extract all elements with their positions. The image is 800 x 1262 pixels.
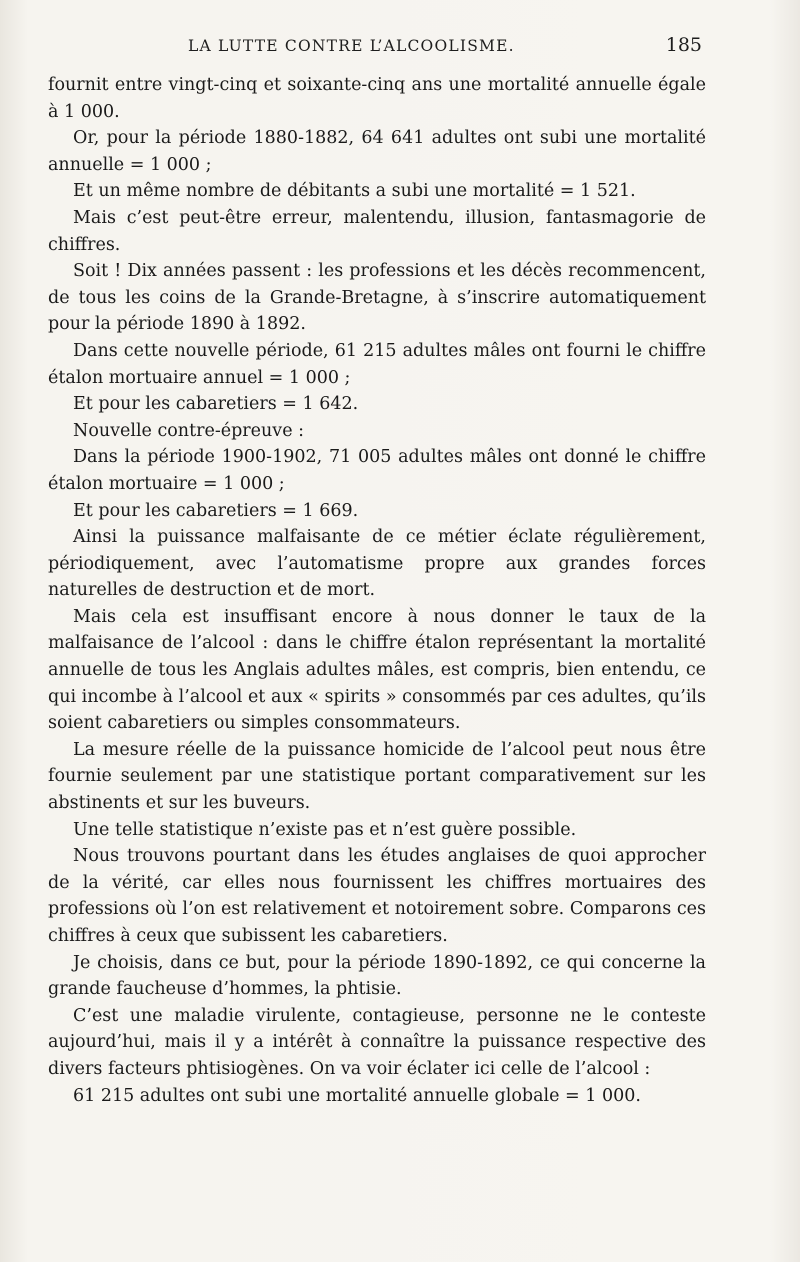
paragraph-3: Et un même nombre de débitants a subi une mortalité = 1 521. bbox=[73, 181, 636, 202]
paragraph-4: Mais c’est peut-être erreur, malentendu, illusion, fantasmagorie de chiffres. bbox=[48, 207, 706, 255]
paragraph-18: 61 215 adultes ont subi une mortalité annuelle globale = 1 000. bbox=[73, 1085, 641, 1106]
paragraph-8: Nouvelle contre-épreuve : bbox=[73, 420, 305, 441]
paragraph-1: fournit entre vingt-cinq et soixante-cinq ans une mortalité annuelle égale à 1 000. bbox=[48, 75, 706, 122]
paragraph-10: Et pour les cabaretiers = 1 669. bbox=[73, 500, 359, 521]
paragraph-12: Mais cela est insuffisant encore à nous donner le taux de la malfaisance de l’alcool : dans le chiffre étalon représentant la mortalité annuelle de tous les Anglais adultes mâles, est compris, bien entendu, ce qui incombe à l’alcool et aux « spirits » consommés par ces adultes, qu’ils soient cabaretiers ou simples consommateurs. bbox=[48, 606, 706, 734]
paragraph-11: Ainsi la puissance malfaisante de ce métier éclate régulièrement, périodiquement, avec l’automatisme propre aux grandes forces naturelles de destruction et de mort. bbox=[48, 527, 706, 601]
page-header bbox=[48, 35, 702, 59]
paragraph-6: Dans cette nouvelle période, 61 215 adultes mâles ont fourni le chiffre étalon mortuaire annuel = 1 000 ; bbox=[48, 340, 706, 388]
paragraph-17: C’est une maladie virulente, contagieuse, personne ne le conteste aujourd’hui, mais il y a intérêt à connaître la puissance respective des divers facteurs phtisiogènes. On va voir éclater ici celle de l’alcool : bbox=[48, 1005, 706, 1079]
paragraph-2: Or, pour la période 1880-1882, 64 641 adultes ont subi une mortalité annuelle = 1 000 ; bbox=[48, 128, 706, 175]
paragraph-15: Nous trouvons pourtant dans les études anglaises de quoi approcher de la vérité, car elles nous fournissent les chiffres mortuaires des professions où l’on est relativement et notoirement sobre. Comparons ces chiffres à ceux que subissent les cabaretiers. bbox=[48, 846, 706, 946]
paragraph-16: Je choisis, dans ce but, pour la période 1890-1892, ce qui concerne la grande faucheuse d’hommes, la phtisie. bbox=[48, 952, 706, 1000]
paragraph-7: Et pour les cabaretiers = 1 642. bbox=[73, 394, 359, 415]
running-title: LA LUTTE CONTRE L’ALCOOLISME. bbox=[188, 37, 515, 55]
body-text bbox=[48, 72, 706, 1109]
paragraph-9: Dans la période 1900-1902, 71 005 adultes mâles ont donné le chiffre étalon mortuaire = 1 000 ; bbox=[48, 447, 706, 494]
page-number: 185 bbox=[665, 34, 702, 56]
paragraph-13: La mesure réelle de la puissance homicide de l’alcool peut nous être fournie seulement par une statistique portant comparativement sur les abstinents et sur les buveurs. bbox=[48, 739, 706, 814]
paragraph-14: Une telle statistique n’existe pas et n’est guère possible. bbox=[73, 819, 577, 840]
paragraph-5: Soit ! Dix années passent : les professions et les décès recommencent, de tous les coins de la Grande-Bretagne, à s’inscrire automatiquement pour la période 1890 à 1892. bbox=[48, 261, 706, 335]
